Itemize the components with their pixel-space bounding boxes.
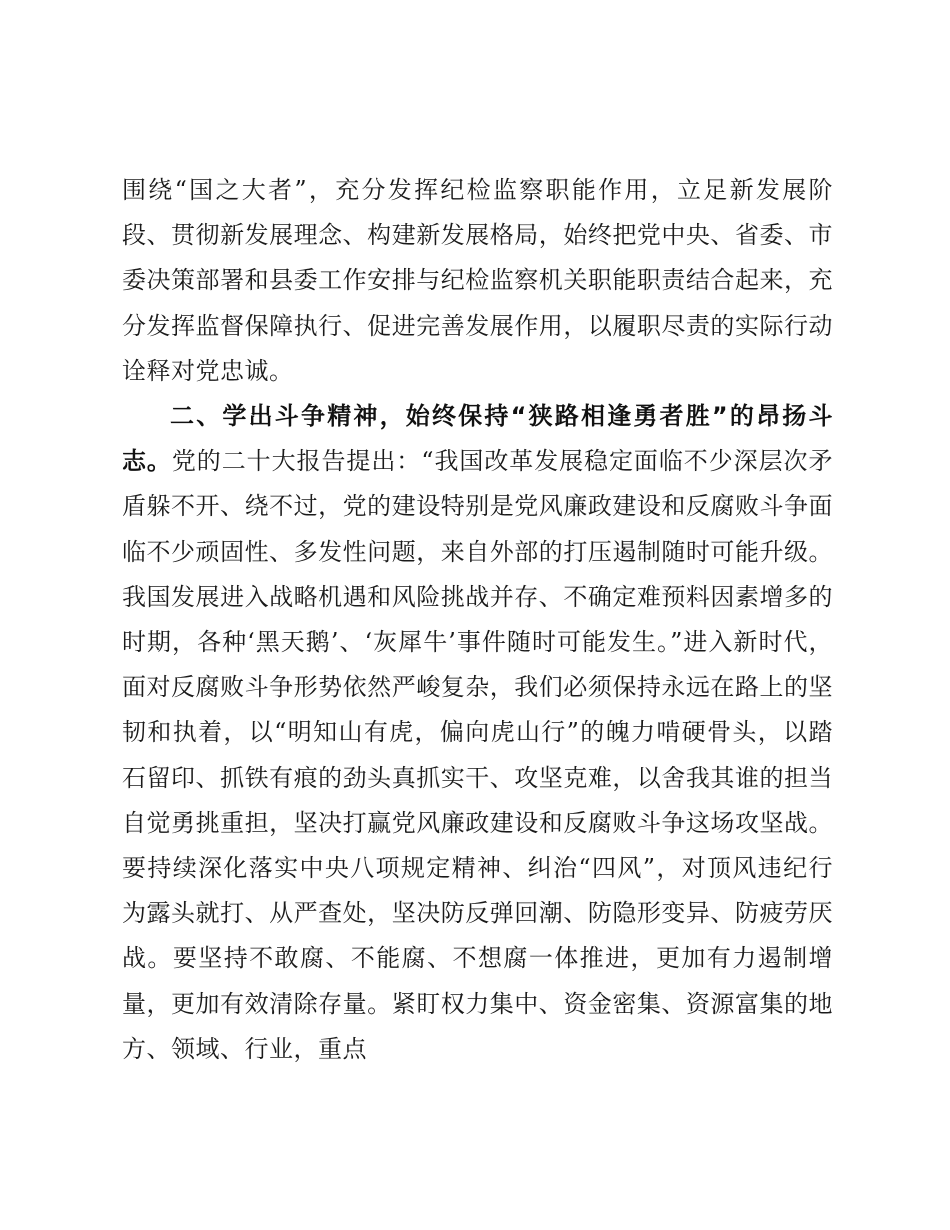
section-2-heading: 二、学出斗争精神，始终保持“狭路相逢勇者胜”的昂扬斗志。	[122, 402, 833, 476]
paragraph-1-block	[122, 168, 833, 394]
section-2-block	[122, 394, 833, 1072]
section-2-body: 党的二十大报告提出：“我国改革发展稳定面临不少深层次矛盾躲不开、绕不过，党的建设特别是党风廉政建设和反腐败斗争面临不少顽固性、多发性问题，来自外部的打压遏制随时可能升级。我国发展进入战略机遇和风险挑战并存、不确定难预料因素增多的时期，各种‘黑天鹅’、‘灰犀牛’事件随时可能发生。”进入新时代，面对反腐败斗争形势依然严峻复杂，我们必须保持永远在路上的坚韧和执着，以“明知山有虎，偏向虎山行”的魄力啃硬骨头，以踏石留印、抓铁有痕的劲头真抓实干、攻坚克难，以舍我其谁的担当自觉勇挑重担，坚决打赢党风廉政建设和反腐败斗争这场攻坚战。要持续深化落实中央八项规定精神、纠治“四风”，对顶风违纪行为露头就打、从严查处，坚决防反弹回潮、防隐形变异、防疲劳厌战。要坚持不敢腐、不能腐、不想腐一体推进，更加有力遏制增量，更加有效清除存量。紧盯权力集中、资金密集、资源富集的地方、领域、行业，重点	[122, 447, 833, 1063]
section-2-paragraph	[122, 394, 833, 1072]
paragraph-1: 围绕“国之大者”，充分发挥纪检监察职能作用，立足新发展阶段、贯彻新发展理念、构建新发展格局，始终把党中央、省委、市委决策部署和县委工作安排与纪检监察机关职能职责结合起来，充分发挥监督保障执行、促进完善发展作用，以履职尽责的实际行动诠释对党忠诚。	[122, 176, 833, 385]
